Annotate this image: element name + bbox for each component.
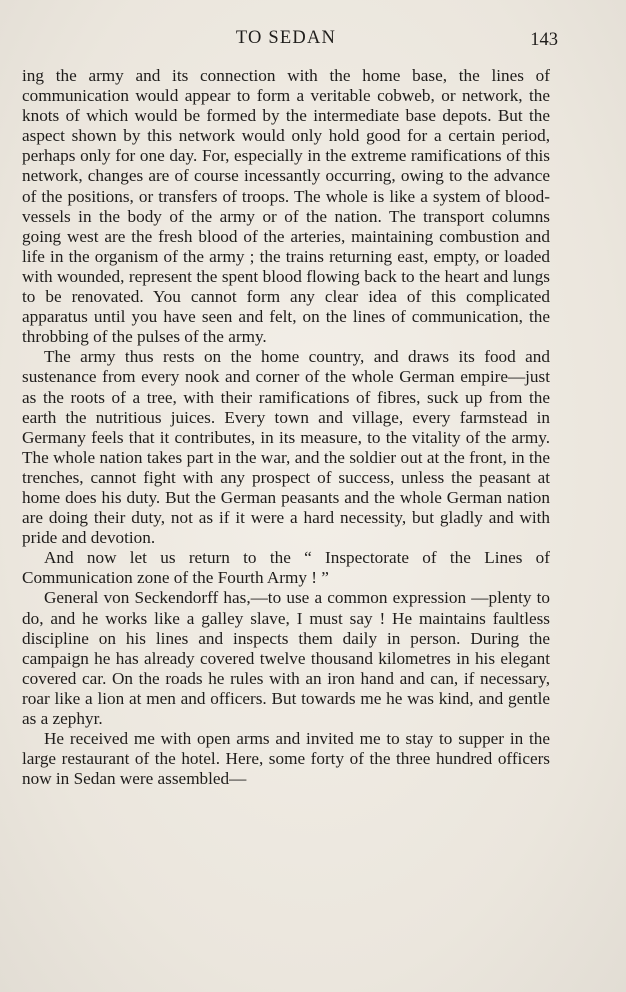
paragraph: The army thus rests on the home country, and draws its food and sustenance from every nook and corner of the whole German empire—just as the roots of a tree, with their ramifications of fibres, suck up from the earth the nutritious juices. Every town and village, every farmstead in Germany feels that it contributes, in its measure, to the vitality of the army. The whole nation takes part in the war, and the soldier out at the front, in the trenches, cannot fight with any prospect of success, unless the peasant at home does his duty. But the German peasants and the whole German nation are doing their duty, not as if it were a hard necessity, but gladly and with pride and devotion. xyxy=(22,347,550,548)
running-title: TO SEDAN xyxy=(235,28,337,48)
body-text xyxy=(22,66,550,789)
paragraph: General von Seckendorff has,—to use a common expression —plenty to do, and he works like a galley slave, I must say ! He maintains faultless discipline on his lines and inspects them daily in person. During the campaign he has already covered twelve thousand kilometres in his elegant covered car. On the roads he rules with an iron hand and can, if necessary, roar like a lion at men and officers. But towards me he was kind, and gentle as a zephyr. xyxy=(22,588,550,728)
page-header xyxy=(22,28,558,56)
paragraph: He received me with open arms and invited me to stay to supper in the large restaurant of the hotel. Here, some forty of the three hundred officers now in Sedan were assembled— xyxy=(22,729,550,789)
paragraph: ing the army and its connection with the home base, the lines of communication would appear to form a veritable cobweb, or network, the knots of which would be formed by the intermediate base depots. But the aspect shown by this network would only hold good for a certain period, perhaps only for one day. For, especially in the extreme ramifications of this network, changes are of course incessantly occurring, owing to the advance of the positions, or transfers of troops. The whole is like a system of blood-vessels in the body of the army or of the nation. The transport columns going west are the fresh blood of the arteries, maintaining combustion and life in the organism of the army ; the trains returning east, empty, or loaded with wounded, represent the spent blood flowing back to the heart and lungs to be renovated. You cannot form any clear idea of this complicated apparatus until you have seen and felt, on the lines of communication, the throbbing of the pulses of the army. xyxy=(22,66,550,347)
paragraph: And now let us return to the “ Inspectorate of the Lines of Communication zone of the Fourth Army ! ” xyxy=(22,548,550,588)
page-number: 143 xyxy=(530,30,558,50)
